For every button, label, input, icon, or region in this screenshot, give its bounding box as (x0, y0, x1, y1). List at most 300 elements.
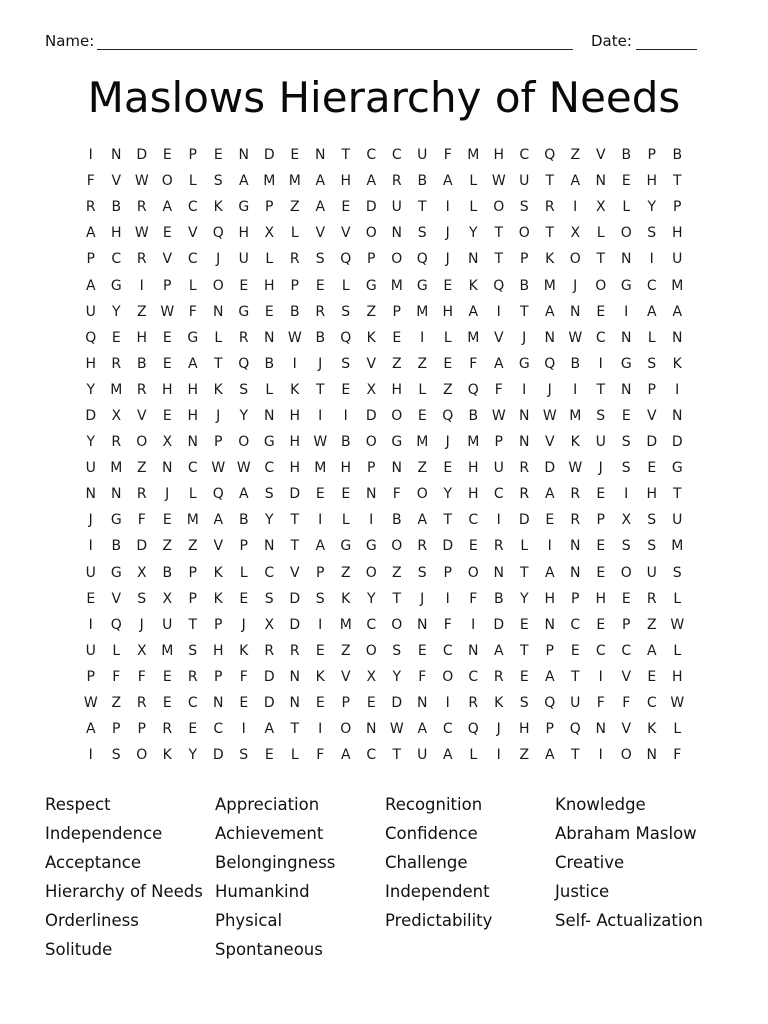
grid-letter: J (216, 407, 221, 424)
grid-letter: R (136, 486, 147, 503)
grid-letter: T (596, 381, 606, 398)
grid-letter: V (289, 564, 300, 581)
grid-letter: Z (366, 303, 377, 320)
grid-letter: S (647, 538, 657, 555)
grid-letter: F (86, 173, 95, 190)
grid-letter: N (519, 407, 530, 424)
grid-letter: C (366, 147, 377, 164)
grid-letter: T (570, 747, 580, 764)
grid-letter: V (493, 329, 504, 346)
grid-letter: C (595, 642, 606, 659)
grid-letter: T (519, 564, 529, 581)
grid-letter: R (111, 434, 122, 451)
grid-letter: E (315, 277, 325, 294)
grid-letter: P (163, 277, 172, 294)
grid-letter: A (366, 173, 377, 190)
grid-letter: X (111, 407, 122, 424)
grid-letter: O (365, 225, 377, 242)
grid-letter: Q (544, 695, 556, 712)
grid-letter: C (468, 512, 479, 529)
grid-letter: N (366, 721, 377, 738)
grid-letter: M (390, 277, 403, 294)
grid-letter: N (417, 616, 428, 633)
grid-letter: U (672, 512, 683, 529)
grid-letter: K (290, 381, 300, 398)
grid-letter: F (137, 512, 146, 529)
grid-letter: N (162, 460, 173, 477)
grid-row (78, 455, 690, 481)
grid-letter: V (162, 251, 173, 268)
grid-letter: Q (569, 721, 581, 738)
grid-letter: J (547, 381, 552, 398)
grid-letter: N (391, 225, 402, 242)
grid-letter: O (620, 747, 632, 764)
grid-letter: R (136, 695, 147, 712)
grid-letter: R (289, 251, 300, 268)
grid-letter: J (445, 225, 450, 242)
grid-letter: A (417, 721, 428, 738)
grid-row (78, 664, 690, 690)
grid-letter: C (264, 564, 275, 581)
grid-letter: R (85, 199, 96, 216)
grid-letter: Y (86, 434, 96, 451)
grid-letter: P (239, 538, 248, 555)
grid-letter: C (187, 460, 198, 477)
grid-letter: N (289, 668, 300, 685)
grid-letter: A (315, 173, 326, 190)
grid-letter: C (187, 251, 198, 268)
grid-letter: F (673, 747, 682, 764)
grid-letter: Q (442, 407, 454, 424)
grid-letter: R (187, 668, 198, 685)
grid-letter: Q (212, 225, 224, 242)
grid-letter: F (239, 668, 248, 685)
grid-letter: E (315, 486, 325, 503)
grid-letter: C (213, 721, 224, 738)
grid-letter: Z (187, 538, 198, 555)
grid-letter: D (212, 747, 224, 764)
grid-letter: N (570, 564, 581, 581)
grid-letter: N (238, 147, 249, 164)
grid-letter: T (545, 225, 555, 242)
date-label: Date: (591, 32, 632, 50)
grid-letter: S (188, 642, 198, 659)
grid-letter: P (367, 460, 376, 477)
grid-letter: E (417, 642, 427, 659)
grid-letter: K (239, 642, 249, 659)
grid-letter: E (647, 460, 657, 477)
grid-letter: A (85, 721, 96, 738)
grid-letter: Q (212, 486, 224, 503)
grid-letter: R (519, 460, 530, 477)
grid-row (78, 168, 690, 194)
name-field[interactable] (97, 49, 573, 50)
grid-letter: Q (340, 251, 352, 268)
grid-letter: D (646, 434, 658, 451)
grid-letter: A (646, 303, 657, 320)
grid-letter: A (187, 355, 198, 372)
grid-row (78, 612, 690, 638)
grid-letter: F (469, 355, 478, 372)
grid-letter: A (544, 486, 555, 503)
grid-letter: G (238, 199, 250, 216)
grid-letter: Q (340, 329, 352, 346)
grid-letter: E (443, 277, 453, 294)
grid-letter: C (187, 695, 198, 712)
grid-letter: I (624, 303, 629, 320)
grid-letter: I (343, 407, 348, 424)
grid-letter: R (391, 173, 402, 190)
grid-letter: J (88, 512, 93, 529)
grid-letter: D (518, 512, 530, 529)
grid-letter: C (570, 616, 581, 633)
grid-letter: T (672, 486, 682, 503)
grid-letter: W (287, 329, 302, 346)
date-field[interactable] (636, 49, 697, 50)
grid-letter: E (162, 225, 172, 242)
grid-letter: M (416, 303, 429, 320)
grid-letter: Y (188, 747, 198, 764)
grid-letter: Y (519, 590, 529, 607)
grid-letter: C (519, 147, 530, 164)
grid-row (78, 586, 690, 612)
grid-letter: R (646, 590, 657, 607)
grid-letter: A (315, 199, 326, 216)
grid-letter: R (544, 199, 555, 216)
grid-letter: D (671, 434, 683, 451)
grid-letter: R (289, 642, 300, 659)
grid-letter: E (545, 512, 555, 529)
grid-letter: A (85, 225, 96, 242)
grid-letter: H (289, 460, 301, 477)
grid-letter: S (137, 590, 147, 607)
grid-letter: N (187, 434, 198, 451)
grid-letter: B (340, 434, 351, 451)
grid-letter: A (213, 512, 224, 529)
grid-letter: P (647, 147, 656, 164)
grid-letter: L (290, 225, 299, 242)
grid-letter: I (292, 355, 297, 372)
grid-letter: I (573, 381, 578, 398)
grid-letter: H (187, 407, 199, 424)
grid-letter: R (417, 538, 428, 555)
grid-letter: I (88, 538, 93, 555)
grid-letter: S (621, 538, 631, 555)
grid-letter: E (417, 407, 427, 424)
grid-letter: P (545, 721, 554, 738)
grid-letter: L (469, 747, 478, 764)
grid-letter: E (621, 407, 631, 424)
grid-letter: Y (468, 225, 478, 242)
grid-letter: K (366, 329, 376, 346)
grid-letter: I (471, 616, 476, 633)
grid-letter: U (595, 434, 606, 451)
grid-letter: M (314, 460, 327, 477)
grid-letter: E (239, 590, 249, 607)
grid-letter: C (187, 199, 198, 216)
grid-letter: O (212, 277, 224, 294)
grid-letter: W (568, 329, 583, 346)
grid-letter: E (443, 355, 453, 372)
grid-letter: M (467, 329, 480, 346)
grid-row (78, 299, 690, 325)
grid-letter: X (136, 564, 147, 581)
grid-letter: M (263, 173, 276, 190)
grid-letter: K (213, 590, 223, 607)
grid-letter: V (315, 225, 326, 242)
grid-letter: H (212, 642, 224, 659)
grid-letter: E (596, 303, 606, 320)
grid-letter: C (621, 642, 632, 659)
grid-letter: G (187, 329, 199, 346)
grid-letter: Y (239, 407, 249, 424)
grid-letter: N (621, 329, 632, 346)
grid-letter: P (571, 590, 580, 607)
grid-letter: E (596, 538, 606, 555)
grid-letter: D (365, 407, 377, 424)
grid-letter: S (519, 199, 529, 216)
grid-letter: V (621, 668, 632, 685)
grid-letter: M (339, 616, 352, 633)
grid-letter: O (518, 225, 530, 242)
grid-letter: P (265, 199, 274, 216)
grid-letter: Z (417, 355, 428, 372)
grid-letter: W (160, 303, 175, 320)
grid-letter: I (318, 407, 323, 424)
grid-letter: E (341, 199, 351, 216)
grid-letter: W (542, 407, 557, 424)
grid-letter: O (136, 434, 148, 451)
grid-letter: T (519, 303, 529, 320)
grid-letter: F (622, 695, 631, 712)
grid-letter: V (366, 355, 377, 372)
grid-letter: V (621, 721, 632, 738)
grid-letter: J (496, 721, 501, 738)
grid-letter: W (670, 695, 685, 712)
grid-letter: A (442, 173, 453, 190)
grid-letter: R (162, 721, 173, 738)
grid-letter: H (646, 173, 658, 190)
word-list-item: Spontaneous (215, 940, 323, 959)
grid-letter: A (162, 199, 173, 216)
grid-letter: F (137, 668, 146, 685)
grid-letter: S (341, 355, 351, 372)
grid-letter: N (366, 486, 377, 503)
grid-letter: H (340, 173, 352, 190)
grid-letter: X (136, 642, 147, 659)
grid-letter: I (241, 721, 246, 738)
grid-letter: O (620, 225, 632, 242)
grid-letter: C (442, 642, 453, 659)
grid-letter: U (417, 147, 428, 164)
grid-letter: P (647, 381, 656, 398)
grid-letter: J (241, 616, 246, 633)
grid-letter: O (340, 721, 352, 738)
grid-letter: B (111, 538, 122, 555)
word-list-item: Humankind (215, 882, 310, 901)
grid-letter: W (134, 173, 149, 190)
grid-letter: I (496, 747, 501, 764)
grid-letter: S (392, 642, 402, 659)
grid-letter: B (162, 564, 173, 581)
grid-letter: D (136, 147, 148, 164)
grid-letter: E (315, 695, 325, 712)
grid-letter: O (391, 538, 403, 555)
grid-letter: E (519, 668, 529, 685)
grid-letter: L (341, 277, 350, 294)
grid-letter: Z (289, 199, 300, 216)
grid-letter: A (315, 538, 326, 555)
grid-letter: A (340, 747, 351, 764)
page-title: Maslows Hierarchy of Needs (87, 73, 681, 122)
grid-letter: Y (86, 381, 96, 398)
grid-letter: E (86, 590, 96, 607)
grid-letter: V (187, 225, 198, 242)
grid-letter: B (672, 147, 683, 164)
grid-row (78, 351, 690, 377)
grid-letter: W (211, 460, 226, 477)
grid-letter: V (595, 147, 606, 164)
grid-letter: B (570, 355, 581, 372)
grid-letter: D (493, 616, 505, 633)
grid-row (78, 194, 690, 220)
grid-row (78, 142, 690, 168)
grid-letter: G (110, 564, 122, 581)
grid-letter: D (263, 147, 275, 164)
grid-letter: I (88, 616, 93, 633)
grid-letter: E (392, 329, 402, 346)
grid-letter: S (519, 695, 529, 712)
grid-letter: N (544, 616, 555, 633)
grid-letter: T (443, 512, 453, 529)
grid-letter: B (493, 590, 504, 607)
grid-letter: N (264, 407, 275, 424)
grid-letter: Q (467, 721, 479, 738)
grid-letter: L (520, 538, 529, 555)
grid-letter: P (214, 434, 223, 451)
grid-letter: Y (111, 303, 121, 320)
grid-letter: H (263, 277, 275, 294)
grid-letter: D (289, 616, 301, 633)
grid-letter: M (288, 173, 301, 190)
grid-letter: I (318, 512, 323, 529)
grid-letter: D (85, 407, 97, 424)
grid-letter: O (391, 251, 403, 268)
grid-row (78, 742, 690, 768)
grid-letter: N (595, 721, 606, 738)
grid-letter: B (315, 329, 326, 346)
grid-letter: N (417, 695, 428, 712)
grid-letter: X (264, 616, 275, 633)
grid-letter: F (188, 303, 197, 320)
header (45, 32, 705, 54)
grid-letter: Q (85, 329, 97, 346)
grid-letter: U (238, 251, 249, 268)
grid-letter: F (469, 590, 478, 607)
grid-letter: O (365, 434, 377, 451)
grid-letter: P (214, 616, 223, 633)
grid-letter: L (673, 642, 682, 659)
grid-letter: J (445, 434, 450, 451)
grid-letter: S (621, 434, 631, 451)
grid-letter: T (545, 173, 555, 190)
grid-letter: C (391, 147, 402, 164)
grid-letter: A (493, 355, 504, 372)
grid-letter: Y (443, 486, 453, 503)
grid-letter: Z (340, 564, 351, 581)
grid-letter: O (136, 747, 148, 764)
grid-letter: T (494, 225, 504, 242)
grid-letter: O (416, 486, 428, 503)
grid-letter: I (318, 721, 323, 738)
grid-letter: J (420, 590, 425, 607)
grid-letter: L (418, 381, 427, 398)
grid-letter: L (112, 642, 121, 659)
grid-letter: L (647, 329, 656, 346)
grid-letter: Y (264, 512, 274, 529)
grid-letter: I (496, 303, 501, 320)
grid-letter: E (239, 695, 249, 712)
grid-letter: E (596, 564, 606, 581)
grid-letter: N (595, 173, 606, 190)
grid-letter: P (214, 668, 223, 685)
grid-row (78, 716, 690, 742)
grid-letter: R (111, 355, 122, 372)
grid-letter: H (161, 381, 173, 398)
grid-letter: D (544, 460, 556, 477)
grid-letter: S (621, 460, 631, 477)
grid-letter: S (341, 303, 351, 320)
grid-letter: D (289, 590, 301, 607)
grid-letter: K (162, 747, 172, 764)
grid-letter: V (646, 407, 657, 424)
word-list-item: Appreciation (215, 795, 320, 814)
grid-letter: M (416, 434, 429, 451)
grid-letter: S (315, 590, 325, 607)
grid-letter: L (622, 199, 631, 216)
grid-letter: T (672, 173, 682, 190)
grid-letter: E (162, 512, 172, 529)
grid-letter: A (85, 277, 96, 294)
grid-letter: T (290, 538, 300, 555)
grid-letter: P (316, 564, 325, 581)
grid-letter: T (392, 590, 402, 607)
grid-letter: E (519, 616, 529, 633)
grid-letter: V (340, 225, 351, 242)
grid-letter: H (595, 590, 607, 607)
grid-letter: D (365, 199, 377, 216)
grid-letter: E (264, 303, 274, 320)
grid-letter: K (341, 590, 351, 607)
grid-letter: H (238, 225, 250, 242)
grid-letter: O (365, 642, 377, 659)
grid-letter: A (238, 486, 249, 503)
grid-letter: W (83, 695, 98, 712)
grid-letter: S (315, 251, 325, 268)
grid-letter: I (445, 590, 450, 607)
grid-letter: M (671, 538, 684, 555)
grid-letter: Z (442, 381, 453, 398)
grid-letter: N (264, 329, 275, 346)
grid-letter: O (442, 668, 454, 685)
grid-letter: N (493, 564, 504, 581)
grid-letter: T (519, 642, 529, 659)
grid-letter: N (468, 251, 479, 268)
grid-letter: Q (544, 355, 556, 372)
grid-letter: N (289, 695, 300, 712)
grid-letter: G (263, 434, 275, 451)
grid-letter: E (162, 407, 172, 424)
